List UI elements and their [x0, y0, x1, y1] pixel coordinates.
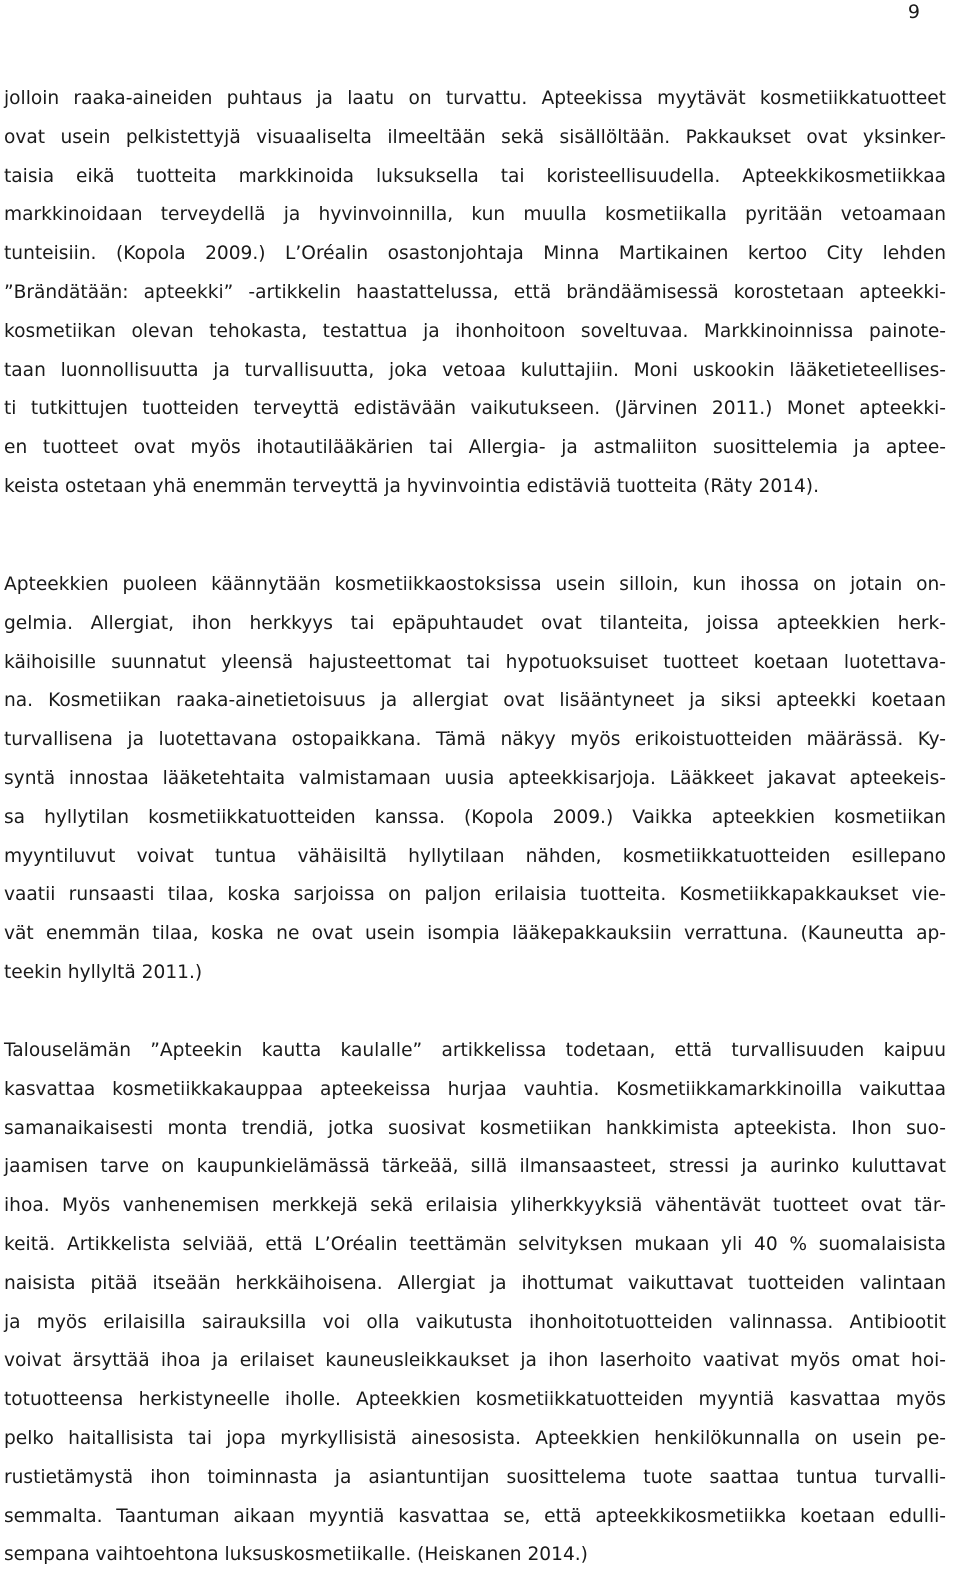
- text-line: totuotteensa herkistyneelle iholle. Apteekkien kosmetiikkatuotteiden myyntiä kasvattaa myös: [4, 1389, 946, 1411]
- text-line: käihoisille suunnatut yleensä hajusteettomat tai hypotuoksuiset tuotteet koetaan luotettava-: [4, 651, 946, 673]
- text-line: gelmia. Allergiat, ihon herkkyys tai epäpuhtaudet ovat tilanteita, joissa apteekkien herk-: [4, 612, 946, 634]
- text-line: voivat ärsyttää ihoa ja erilaiset kauneusleikkaukset ja ihon laserhoito vaativat myös omat hoi-: [4, 1350, 946, 1372]
- text-line: taan luonnollisuutta ja turvallisuutta, joka vetoaa kuluttajiin. Moni uskookin lääketieteellises-: [4, 359, 946, 381]
- text-line: pelko haitallisista tai jopa myrkyllisistä ainesosista. Apteekkien henkilökunnalla on usein pe-: [4, 1427, 946, 1449]
- text-line: kosmetiikan olevan tehokasta, testattua ja ihonhoitoon soveltuvaa. Markkinoinnissa painote-: [4, 320, 946, 342]
- text-line: vaatii runsaasti tilaa, koska sarjoissa on paljon erilaisia tuotteita. Kosmetiikkapakkaukset vie-: [4, 884, 946, 906]
- text-line: syntä innostaa lääketehtaita valmistamaan uusia apteekkisarjoja. Lääkkeet jakavat apteekeis-: [4, 767, 946, 789]
- text-line: ihoa. Myös vanhenemisen merkkejä sekä erilaisia yliherkkyyksiä vähentävät tuotteet ovat tär-: [4, 1195, 946, 1217]
- text-line: sa hyllytilan kosmetiikkatuotteiden kanssa. (Kopola 2009.) Vaikka apteekkien kosmetiikan: [4, 806, 946, 828]
- text-line: Talouselämän ”Apteekin kautta kaulalle” artikkelissa todetaan, että turvallisuuden kaipuu: [4, 1040, 946, 1061]
- text-line: rustietämystä ihon toiminnasta ja asiantuntijan suosittelema tuote saattaa tuntua turvalli-: [4, 1466, 946, 1488]
- text-line: ti tutkittujen tuotteiden terveyttä edistävään vaikutukseen. (Järvinen 2011.) Monet apteekki-: [4, 398, 946, 420]
- text-line: vät enemmän tilaa, koska ne ovat usein isompia lääkepakkauksiin verrattuna. (Kauneutta ap-: [4, 923, 946, 945]
- text-line: keista ostetaan yhä enemmän terveyttä ja hyvinvointia edistäviä tuotteita (Räty 2014).: [4, 475, 819, 497]
- paragraph-1: [4, 80, 946, 507]
- text-line: keitä. Artikkelista selviää, että L’Oréalin teettämän selvityksen mukaan yli 40 % suomalaisista: [4, 1233, 946, 1255]
- text-line: naisista pitää itseään herkkäihoisena. Allergiat ja ihottumat vaikuttavat tuotteiden valintaan: [4, 1272, 946, 1294]
- paragraph-3: [4, 1032, 946, 1575]
- text-line: na. Kosmetiikan raaka-ainetietoisuus ja allergiat ovat lisääntyneet ja siksi apteekki koetaan: [4, 690, 946, 712]
- text-line: teekin hyllyltä 2011.): [4, 961, 203, 983]
- text-line: Apteekkien puoleen käännytään kosmetiikkaostoksissa usein silloin, kun ihossa on jotain on-: [4, 574, 946, 595]
- text-line: ”Brändätään: apteekki” -artikkelin haastattelussa, että brändäämisessä korostetaan apteekki-: [4, 281, 946, 303]
- text-line: samanaikaisesti monta trendiä, jotka suosivat kosmetiikan hankkimista apteekista. Ihon suo-: [4, 1117, 946, 1139]
- text-line: semmalta. Taantuman aikaan myyntiä kasvattaa se, että apteekkikosmetiikka koetaan edulli-: [4, 1505, 946, 1527]
- text-line: tunteisiin. (Kopola 2009.) L’Oréalin osastonjohtaja Minna Martikainen kertoo City lehden: [4, 243, 946, 265]
- text-line: jaamisen tarve on kaupunkielämässä tärkeää, sillä ilmansaasteet, stressi ja aurinko kuluttavat: [4, 1156, 946, 1178]
- text-line: turvallisena ja luotettavana ostopaikkana. Tämä näkyy myös erikoistuotteiden määrässä. Ky-: [4, 729, 946, 751]
- text-line: en tuotteet ovat myös ihotautilääkärien tai Allergia- ja astmaliiton suosittelemia ja aptee-: [4, 437, 946, 459]
- text-line: taisia eikä tuotteita markkinoida luksuksella tai koristeellisuudella. Apteekkikosmetiikkaa: [4, 165, 946, 187]
- text-line: sempana vaihtoehtona luksuskosmetiikalle. (Heiskanen 2014.): [4, 1544, 588, 1566]
- text-line: ja myös erilaisilla sairauksilla voi olla vaikutusta ihonhoitotuotteiden valinnassa. Antibiootit: [4, 1311, 946, 1333]
- paragraph-2: [4, 566, 946, 993]
- text-line: ovat usein pelkistettyjä visuaaliselta ilmeeltään sekä sisällöltään. Pakkaukset ovat yksinker-: [4, 126, 946, 148]
- text-line: myyntiluvut voivat tuntua vähäisiltä hyllytilaan nähden, kosmetiikkatuotteiden esillepano: [4, 845, 946, 867]
- text-line: markkinoidaan terveydellä ja hyvinvoinnilla, kun muulla kosmetiikalla pyritään vetoamaan: [4, 204, 946, 226]
- text-line: jolloin raaka-aineiden puhtaus ja laatu on turvattu. Apteekissa myytävät kosmetiikkatuotteet: [4, 88, 946, 109]
- text-line: kasvattaa kosmetiikkakauppaa apteekeissa hurjaa vauhtia. Kosmetiikkamarkkinoilla vaikuttaa: [4, 1078, 946, 1100]
- page-number: 9: [907, 1, 920, 23]
